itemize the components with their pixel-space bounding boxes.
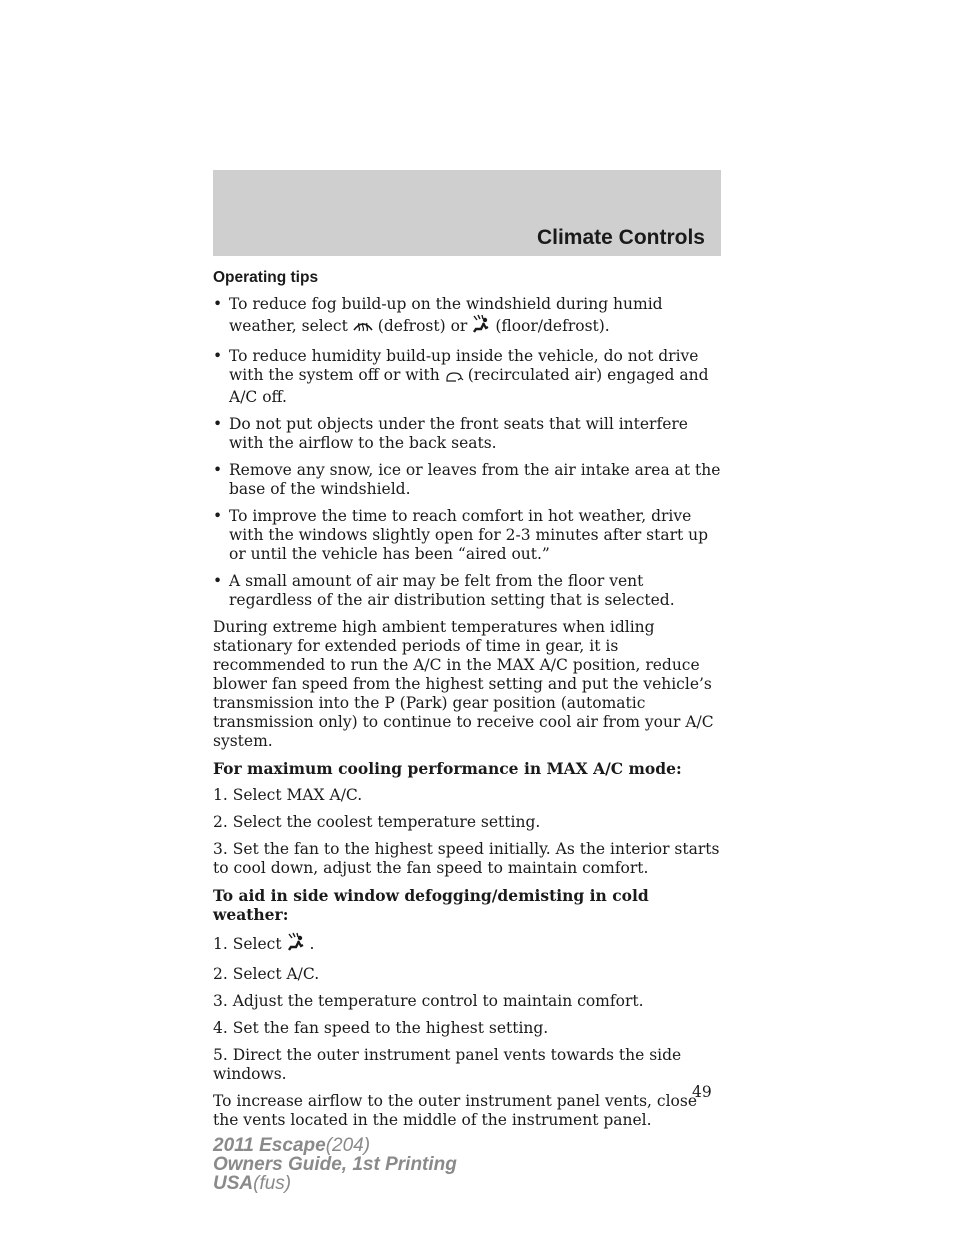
tip-text: To reduce fog build-up on the windshield during humid weather, select [229, 295, 663, 335]
page-content [213, 268, 723, 1138]
bullet: • [213, 572, 223, 590]
airflow-paragraph: To increase airflow to the outer instrument panel vents, close the vents located in the middle of the instrument panel. [213, 1092, 697, 1129]
bullet: • [213, 347, 223, 365]
footer-line-2: Owners Guide, 1st Printing [213, 1154, 457, 1175]
side-window-step-4: 4. Set the fan speed to the highest setting. [213, 1019, 549, 1037]
bullet: • [213, 507, 223, 525]
footer-line-1 [213, 1136, 457, 1155]
extreme-temperature-paragraph: During extreme high ambient temperatures when idling stationary for extended periods of time in gear, it is recommended to run the A/C in the MAX A/C position, reduce blower fan speed from the highest setting and put the vehicle’s transmission into the P (Park) gear position (automatic transmission only) to continue to receive cool air from your A/C system. [213, 618, 714, 750]
floor-defrost-icon [471, 314, 491, 339]
bullet: • [213, 415, 223, 433]
side-window-heading: To aid in side window defogging/demisting in cold weather: [213, 886, 649, 924]
print-footer [213, 1136, 457, 1193]
tip-text: (floor/defrost). [495, 317, 610, 335]
operating-tips-heading: Operating tips [213, 269, 319, 286]
step-text: . [309, 935, 315, 953]
side-window-step-5: 5. Direct the outer instrument panel vents towards the side windows. [213, 1046, 682, 1083]
list-item [213, 415, 723, 453]
bullet: • [213, 295, 223, 313]
side-window-step-1 [213, 932, 723, 957]
list-item [213, 572, 723, 610]
side-window-step-3: 3. Adjust the temperature control to maintain comfort. [213, 992, 644, 1010]
operating-tips-list [213, 295, 723, 610]
footer-market-code: (fus) [253, 1173, 292, 1194]
section-title: Climate Controls [536, 226, 705, 249]
recirculated-air-icon [444, 369, 464, 388]
page-number: 49 [692, 1083, 712, 1101]
footer-line-3 [213, 1174, 457, 1193]
max-ac-step-2: 2. Select the coolest temperature setting. [213, 813, 541, 831]
tip-text: To reduce humidity build-up inside the vehicle, do not drive with the system off or with [229, 347, 699, 384]
section-header-band [213, 170, 721, 256]
floor-defrost-icon [286, 932, 306, 957]
list-item [213, 507, 723, 564]
tip-text: Remove any snow, ice or leaves from the air intake area at the base of the windshield. [229, 461, 721, 498]
max-ac-step-1: 1. Select MAX A/C. [213, 786, 363, 804]
bullet: • [213, 461, 223, 479]
tip-text: (defrost) or [377, 317, 468, 335]
side-window-step-2: 2. Select A/C. [213, 965, 320, 983]
footer-code: (204) [325, 1135, 371, 1156]
tip-text: To improve the time to reach comfort in hot weather, drive with the windows slightly open for 2-3 minutes after start up or until the vehicle has been “aired out.” [229, 507, 709, 563]
max-ac-step-3: 3. Set the fan to the highest speed initially. As the interior starts to cool down, adjust the fan speed to maintain comfort. [213, 840, 720, 877]
list-item [213, 295, 723, 339]
tip-text: A small amount of air may be felt from the floor vent regardless of the air distribution setting that is selected. [229, 572, 675, 609]
footer-market: USA [213, 1173, 254, 1194]
tip-text: Do not put objects under the front seats that will interfere with the airflow to the back seats. [229, 415, 688, 452]
footer-model: 2011 Escape [213, 1135, 326, 1156]
defrost-icon [352, 318, 374, 339]
step-text: 1. Select [213, 935, 282, 953]
max-ac-heading: For maximum cooling performance in MAX A/C mode: [213, 759, 682, 778]
list-item [213, 461, 723, 499]
list-item [213, 347, 723, 407]
tip-text: (recirculated air) engaged and A/C off. [229, 366, 709, 406]
